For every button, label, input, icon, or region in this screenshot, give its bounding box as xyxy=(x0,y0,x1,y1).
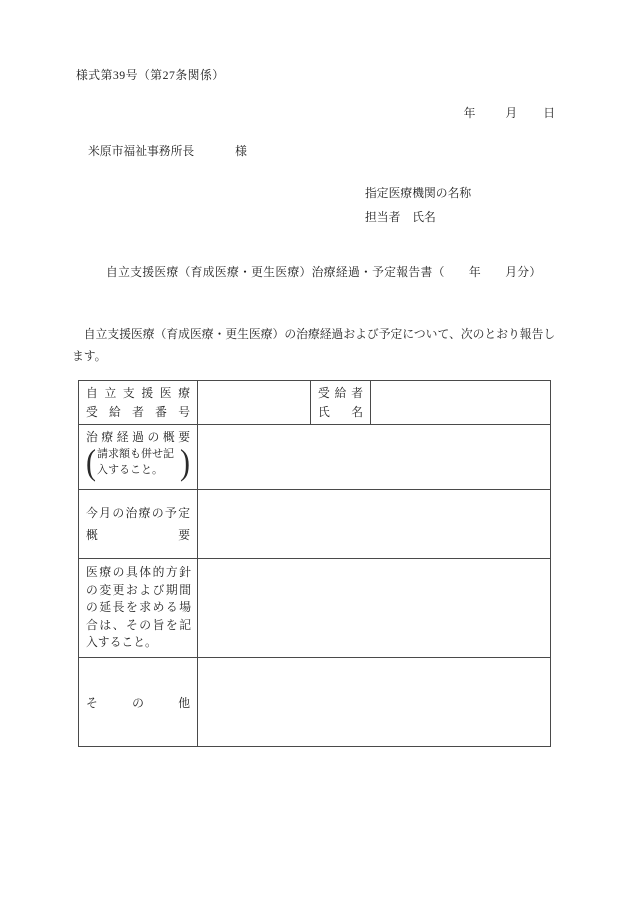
recipient-number-label xyxy=(79,381,198,425)
body-text-line2: ます。 xyxy=(72,349,107,363)
policy-change-value-cell xyxy=(198,559,550,658)
treatment-progress-note xyxy=(86,442,190,482)
recipient-number-label-line1: 自立支援医療 xyxy=(86,385,190,400)
recipient-number-value-cell xyxy=(198,381,311,425)
day-label: 日 xyxy=(543,106,555,120)
recipient-name-label-line2: 氏名 xyxy=(318,404,363,419)
note-line1: 請求額も併せ記 xyxy=(97,448,174,460)
other-value-cell xyxy=(198,658,550,746)
treatment-plan-label-line2: 概要 xyxy=(86,528,190,542)
addressee-line xyxy=(88,142,247,159)
policy-change-label-cell: 医療の具体的方針の変更および期間の延長を求める場合は、その旨を記入すること。 xyxy=(79,559,198,658)
addressee-name: 米原市福祉事務所長 xyxy=(88,144,195,158)
treatment-progress-value-cell xyxy=(198,425,550,490)
report-table xyxy=(78,380,551,747)
recipient-name-label xyxy=(311,381,371,425)
institution-name-label: 指定医療機関の名称 xyxy=(365,186,472,200)
recipient-name-label-line1: 受給者 xyxy=(318,385,363,400)
note-line2: 入すること。 xyxy=(97,463,163,476)
recipient-name-value-cell xyxy=(371,381,550,425)
report-title: 自立支援医療（育成医療・更生医療）治療経過・予定報告書（ 年 月分） xyxy=(106,265,542,279)
treatment-progress-label-cell xyxy=(79,425,198,490)
body-text-line1: 自立支援医療（育成医療・更生医療）の治療経過および予定について、次のとおり報告し xyxy=(72,327,556,341)
addressee-honorific: 様 xyxy=(235,144,247,158)
treatment-plan-label-line1: 今月の治療の予定 xyxy=(86,506,190,520)
year-label: 年 xyxy=(463,106,476,120)
open-paren-glyph: ( xyxy=(86,442,96,482)
treatment-progress-note-text xyxy=(96,447,180,478)
close-paren-glyph: ) xyxy=(180,442,190,482)
treatment-progress-label: 治療経過の概要 xyxy=(86,430,190,444)
sender-block xyxy=(365,186,471,225)
treatment-plan-value-cell xyxy=(198,490,550,559)
month-label: 月 xyxy=(505,106,518,120)
other-label: その他 xyxy=(86,695,190,710)
form-number: 様式第39号（第27条関係） xyxy=(76,68,225,82)
other-label-cell xyxy=(79,658,198,746)
person-name-label: 担当者 氏名 xyxy=(365,210,436,224)
date-line xyxy=(464,104,555,121)
recipient-number-label-line2: 受給者番号 xyxy=(86,404,190,419)
treatment-plan-label-cell xyxy=(79,490,198,559)
